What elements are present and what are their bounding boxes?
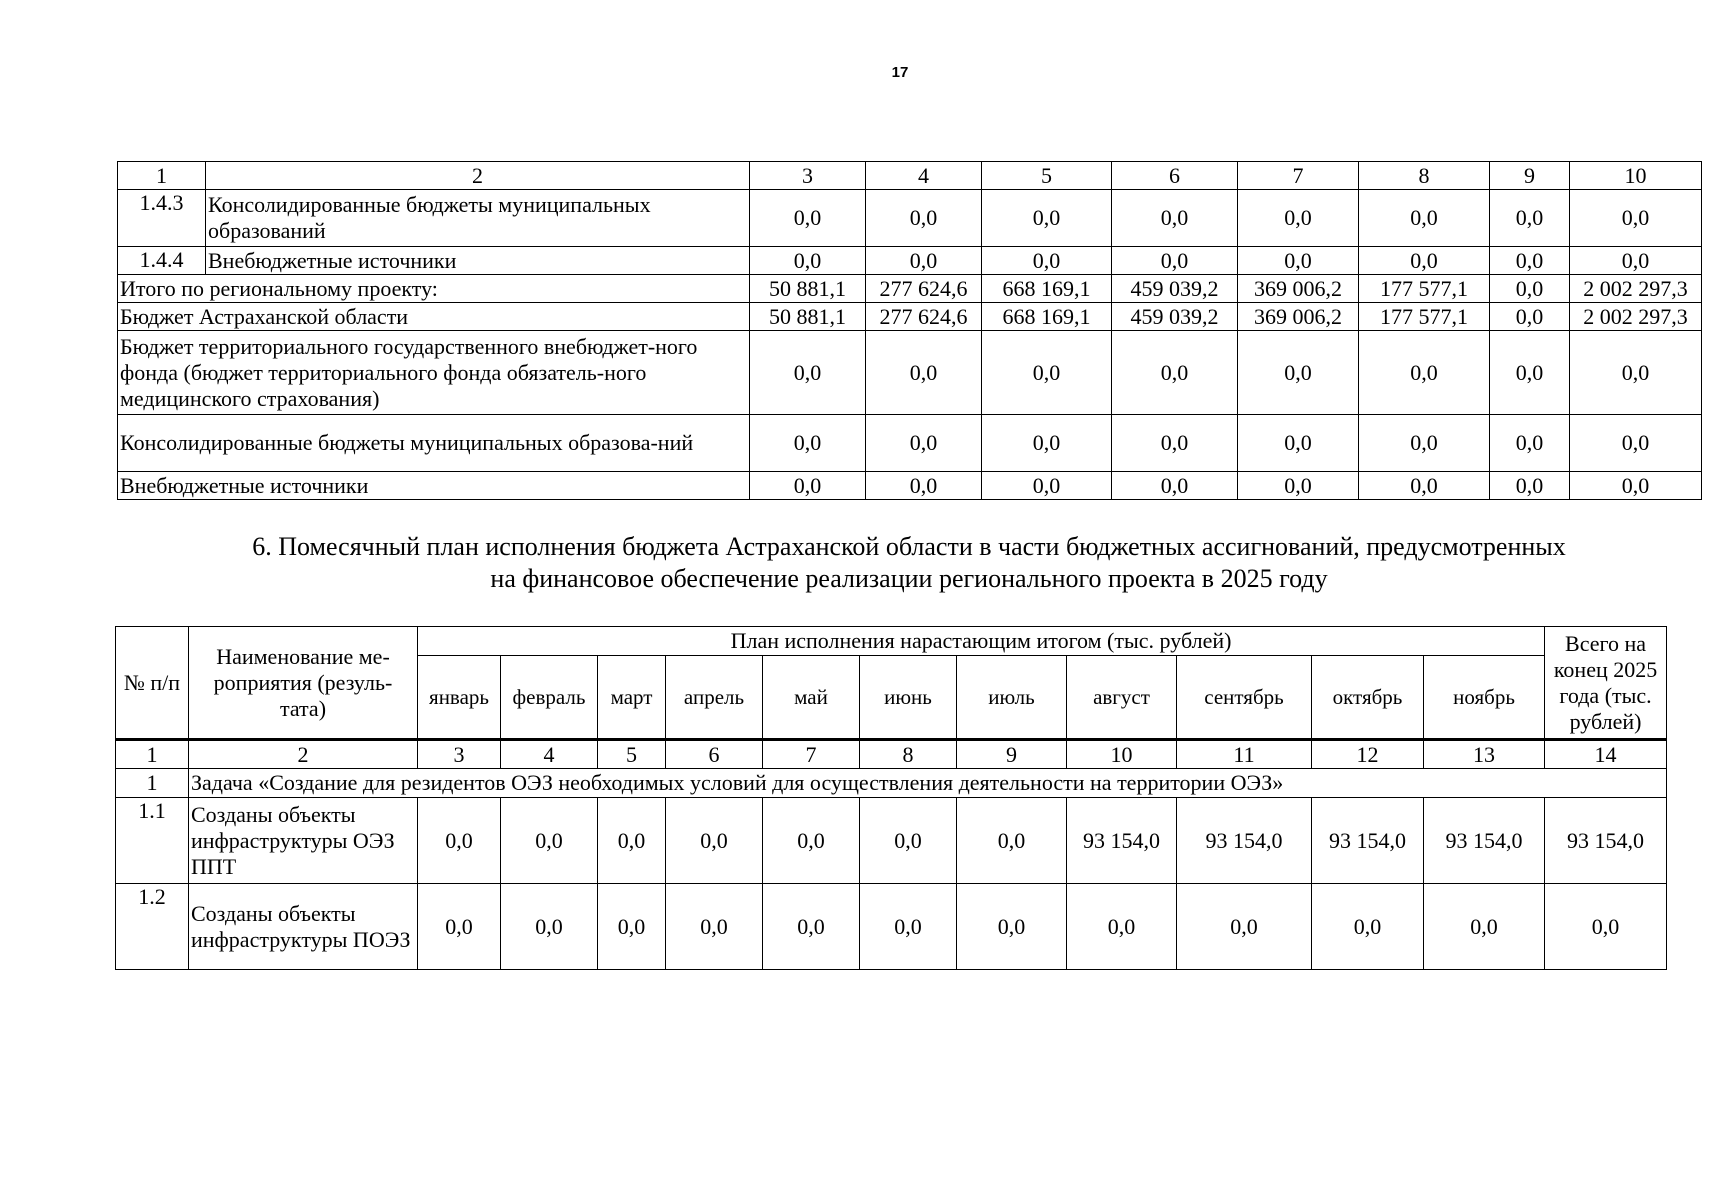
cell-value: 50 881,1 [750, 303, 866, 331]
row-name: Созданы объекты инфраструктуры ПОЭЗ [189, 884, 418, 970]
cell-value: 459 039,2 [1112, 303, 1238, 331]
total-row [118, 303, 1702, 331]
row-code: 1.1 [116, 798, 189, 884]
row-name: Созданы объекты инфраструктуры ОЭЗ ППТ [189, 798, 418, 884]
cell-value: 668 169,1 [982, 303, 1112, 331]
cell-value: 0,0 [866, 415, 982, 472]
cell-value: 0,0 [1570, 190, 1702, 247]
cell-value: 0,0 [982, 472, 1112, 500]
month-header: январь [418, 656, 501, 740]
row-name: Бюджет территориального государственного внебюджет-ного фонда (бюджет территориального фонда обязатель-ного медицинского страхования) [118, 331, 750, 415]
cell-value: 0,0 [666, 798, 763, 884]
cell-value: 93 154,0 [1424, 798, 1545, 884]
column-number: 1 [118, 162, 206, 190]
month-header: октябрь [1312, 656, 1424, 740]
cell-value: 0,0 [1490, 247, 1570, 275]
cell-value: 0,0 [1359, 415, 1490, 472]
cell-value: 0,0 [866, 247, 982, 275]
column-header-name: Наименование ме-роприятия (резуль-тата) [189, 627, 418, 740]
column-number: 10 [1570, 162, 1702, 190]
row-code: 1.4.4 [118, 247, 206, 275]
row-name: Бюджет Астраханской области [118, 303, 750, 331]
column-number: 8 [860, 740, 957, 769]
column-number: 9 [957, 740, 1067, 769]
column-number: 13 [1424, 740, 1545, 769]
column-number: 8 [1359, 162, 1490, 190]
total-row [118, 472, 1702, 500]
cell-value: 459 039,2 [1112, 275, 1238, 303]
month-header: сентябрь [1177, 656, 1312, 740]
cell-value: 0,0 [1112, 190, 1238, 247]
table-row [118, 247, 1702, 275]
cell-value: 0,0 [1490, 190, 1570, 247]
row-name: Консолидированные бюджеты муниципальных образований [206, 190, 750, 247]
cell-value: 0,0 [1238, 472, 1359, 500]
cell-value: 0,0 [1067, 884, 1177, 970]
cell-value: 0,0 [666, 884, 763, 970]
cell-value: 0,0 [866, 331, 982, 415]
financing-table [117, 161, 1702, 500]
cell-value: 0,0 [501, 884, 598, 970]
cell-value: 0,0 [1359, 472, 1490, 500]
cell-value: 0,0 [1490, 472, 1570, 500]
cell-value: 177 577,1 [1359, 303, 1490, 331]
cell-value: 0,0 [1238, 190, 1359, 247]
monthly-plan-table [115, 626, 1667, 970]
cell-value: 0,0 [1112, 415, 1238, 472]
column-number: 1 [116, 740, 189, 769]
cell-value: 0,0 [866, 472, 982, 500]
cell-value: 0,0 [418, 798, 501, 884]
cell-value: 277 624,6 [866, 303, 982, 331]
cell-value: 0,0 [866, 190, 982, 247]
cell-value: 0,0 [1424, 884, 1545, 970]
table-row [118, 190, 1702, 247]
cell-value: 0,0 [957, 884, 1067, 970]
header-row [116, 627, 1667, 656]
cell-value: 0,0 [1359, 331, 1490, 415]
column-number: 11 [1177, 740, 1312, 769]
cell-value: 93 154,0 [1545, 798, 1667, 884]
table-row [116, 884, 1667, 970]
cell-value: 277 624,6 [866, 275, 982, 303]
total-row [118, 275, 1702, 303]
cell-value: 0,0 [750, 190, 866, 247]
column-number: 5 [982, 162, 1112, 190]
cell-value: 369 006,2 [1238, 303, 1359, 331]
month-header: март [598, 656, 666, 740]
cell-value: 0,0 [1570, 472, 1702, 500]
row-name: Итого по региональному проекту: [118, 275, 750, 303]
month-header: май [763, 656, 860, 740]
task-text: Задача «Создание для резидентов ОЭЗ необходимых условий для осуществления деятельности на территории ОЭЗ» [189, 769, 1667, 798]
cell-value: 0,0 [1490, 415, 1570, 472]
cell-value: 93 154,0 [1312, 798, 1424, 884]
cell-value: 0,0 [1112, 247, 1238, 275]
section-title [117, 531, 1701, 595]
column-number: 6 [666, 740, 763, 769]
cell-value: 2 002 297,3 [1570, 303, 1702, 331]
cell-value: 0,0 [750, 247, 866, 275]
cell-value: 0,0 [1238, 247, 1359, 275]
cell-value: 50 881,1 [750, 275, 866, 303]
column-header-plan: План исполнения нарастающим итогом (тыс. рублей) [418, 627, 1545, 656]
cell-value: 0,0 [763, 798, 860, 884]
cell-value: 0,0 [1112, 331, 1238, 415]
month-header: июль [957, 656, 1067, 740]
cell-value: 0,0 [1490, 275, 1570, 303]
cell-value: 0,0 [957, 798, 1067, 884]
cell-value: 0,0 [750, 472, 866, 500]
month-header: ноябрь [1424, 656, 1545, 740]
cell-value: 0,0 [750, 415, 866, 472]
column-number: 9 [1490, 162, 1570, 190]
month-header: июнь [860, 656, 957, 740]
cell-value: 0,0 [1359, 190, 1490, 247]
cell-value: 0,0 [418, 884, 501, 970]
month-header: апрель [666, 656, 763, 740]
cell-value: 0,0 [860, 798, 957, 884]
task-code: 1 [116, 769, 189, 798]
cell-value: 0,0 [1570, 331, 1702, 415]
column-header-total: Всего на конец 2025 года (тыс. рублей) [1545, 627, 1667, 740]
cell-value: 93 154,0 [1067, 798, 1177, 884]
table-row [116, 798, 1667, 884]
row-name: Внебюджетные источники [206, 247, 750, 275]
total-row [118, 331, 1702, 415]
cell-value: 0,0 [982, 415, 1112, 472]
column-number: 14 [1545, 740, 1667, 769]
cell-value: 0,0 [1570, 247, 1702, 275]
column-number: 2 [206, 162, 750, 190]
column-number: 12 [1312, 740, 1424, 769]
cell-value: 0,0 [1359, 247, 1490, 275]
column-number: 7 [1238, 162, 1359, 190]
cell-value: 2 002 297,3 [1570, 275, 1702, 303]
column-number: 10 [1067, 740, 1177, 769]
cell-value: 369 006,2 [1238, 275, 1359, 303]
cell-value: 0,0 [501, 798, 598, 884]
column-number: 3 [418, 740, 501, 769]
cell-value: 0,0 [982, 331, 1112, 415]
row-name: Консолидированные бюджеты муниципальных образова-ний [118, 415, 750, 472]
row-code: 1.2 [116, 884, 189, 970]
index-row [116, 740, 1667, 769]
page-number: 17 [891, 64, 909, 81]
cell-value: 0,0 [982, 247, 1112, 275]
column-header-number: № п/п [116, 627, 189, 740]
cell-value: 0,0 [1545, 884, 1667, 970]
cell-value: 0,0 [1238, 415, 1359, 472]
column-number: 3 [750, 162, 866, 190]
cell-value: 93 154,0 [1177, 798, 1312, 884]
cell-value: 177 577,1 [1359, 275, 1490, 303]
cell-value: 0,0 [1112, 472, 1238, 500]
cell-value: 0,0 [1490, 303, 1570, 331]
column-number: 7 [763, 740, 860, 769]
cell-value: 0,0 [763, 884, 860, 970]
cell-value: 0,0 [1312, 884, 1424, 970]
cell-value: 0,0 [982, 190, 1112, 247]
cell-value: 0,0 [1490, 331, 1570, 415]
section-title-line: на финансовое обеспечение реализации регионального проекта в 2025 году [490, 564, 1328, 593]
month-header: февраль [501, 656, 598, 740]
row-code: 1.4.3 [118, 190, 206, 247]
row-name: Внебюджетные источники [118, 472, 750, 500]
header-row [118, 162, 1702, 190]
section-title-line: 6. Помесячный план исполнения бюджета Астраханской области в части бюджетных ассигнований, предусмотренных [252, 532, 1566, 561]
total-row [118, 415, 1702, 472]
cell-value: 0,0 [1177, 884, 1312, 970]
cell-value: 0,0 [860, 884, 957, 970]
column-number: 2 [189, 740, 418, 769]
cell-value: 0,0 [750, 331, 866, 415]
column-number: 5 [598, 740, 666, 769]
cell-value: 0,0 [598, 884, 666, 970]
cell-value: 0,0 [1238, 331, 1359, 415]
cell-value: 0,0 [1570, 415, 1702, 472]
column-number: 4 [866, 162, 982, 190]
cell-value: 0,0 [598, 798, 666, 884]
column-number: 6 [1112, 162, 1238, 190]
month-header: август [1067, 656, 1177, 740]
task-row [116, 769, 1667, 798]
cell-value: 668 169,1 [982, 275, 1112, 303]
column-number: 4 [501, 740, 598, 769]
